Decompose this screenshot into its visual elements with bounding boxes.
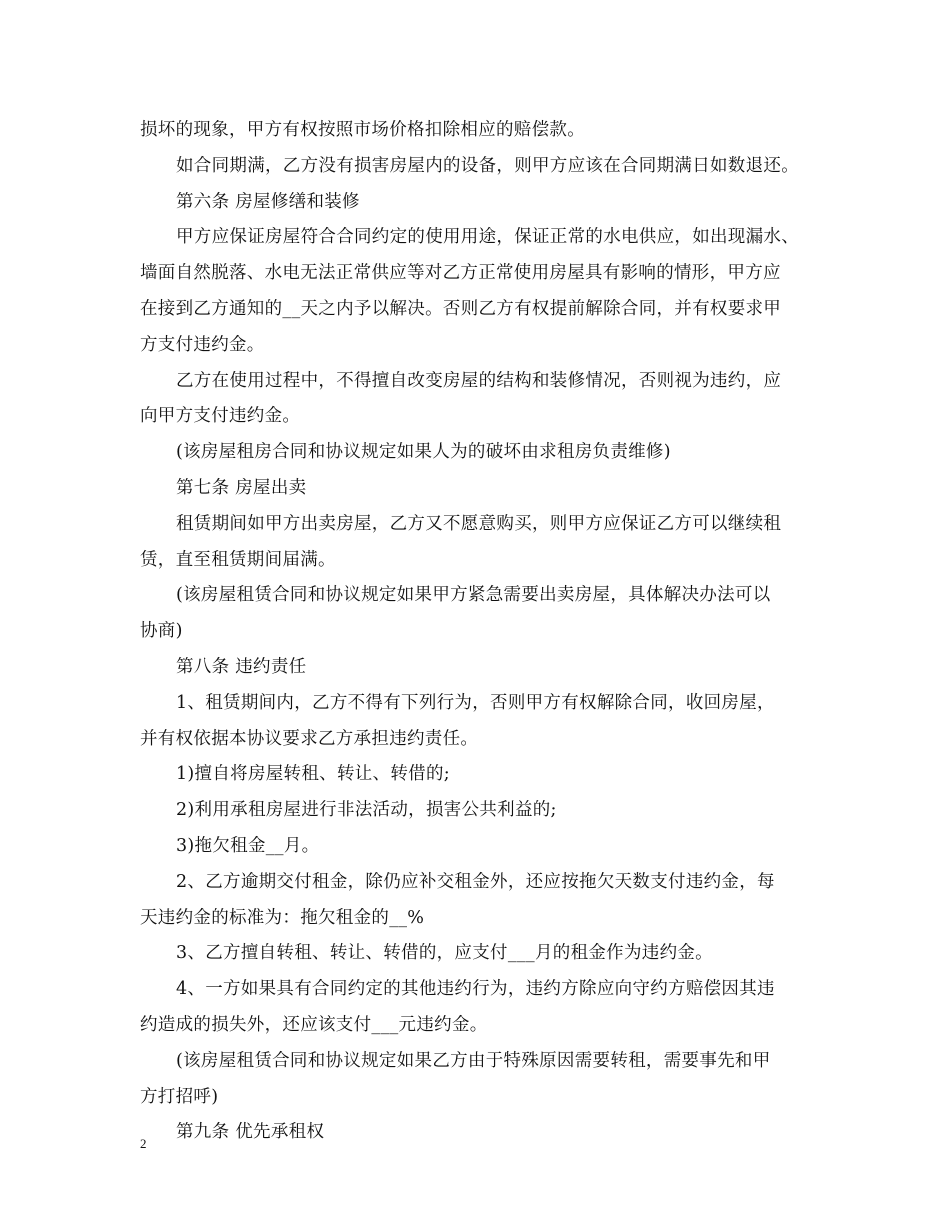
section-heading: 第六条 房屋修缮和装修	[176, 191, 360, 212]
list-item: 1)擅自将房屋转租、转让、转借的;	[176, 764, 450, 785]
text-line: 租赁期间如甲方出卖房屋，乙方又不愿意购买，则甲方应保证乙方可以继续租	[176, 513, 782, 534]
text-line: 向甲方支付违约金。	[140, 406, 301, 427]
text-line: 墙面自然脱落、水电无法正常供应等对乙方正常使用房屋具有影响的情形，甲方应	[140, 263, 781, 284]
section-heading: 第七条 房屋出卖	[176, 477, 307, 498]
text-line: 方支付违约金。	[140, 334, 265, 355]
note-line: (该房屋租房合同和协议规定如果人为的破坏由求租房负责维修)	[176, 442, 671, 463]
text-line: 在接到乙方通知的__天之内予以解决。否则乙方有权提前解除合同，并有权要求甲	[140, 298, 782, 319]
text-line: 3、乙方擅自转租、转让、转借的，应支付___月的租金作为违约金。	[176, 943, 713, 964]
text-line: 赁，直至租赁期间届满。	[140, 549, 336, 570]
document-body	[140, 113, 840, 1151]
list-item: 2)利用承租房屋进行非法活动，损害公共利益的;	[176, 800, 557, 821]
text-line: 甲方应保证房屋符合合同约定的使用用途，保证正常的水电供应，如出现漏水、	[176, 227, 799, 248]
text-line: 损坏的现象，甲方有权按照市场价格扣除相应的赔偿款。	[140, 120, 585, 140]
text-line: 2、乙方逾期交付租金，除仍应补交租金外，还应按拖欠天数支付违约金，每	[176, 871, 775, 892]
section-heading: 第八条 违约责任	[176, 656, 307, 677]
note-line: 方打招呼)	[140, 1086, 219, 1107]
text-line: 并有权依据本协议要求乙方承担违约责任。	[140, 728, 479, 749]
text-line: 乙方在使用过程中，不得擅自改变房屋的结构和装修情况，否则视为违约，应	[176, 370, 782, 391]
note-line: (该房屋租赁合同和协议规定如果甲方紧急需要出卖房屋，具体解决办法可以	[176, 585, 771, 606]
text-line: 1、租赁期间内，乙方不得有下列行为，否则甲方有权解除合同，收回房屋，	[176, 692, 775, 713]
text-line: 约造成的损失外，还应该支付___元违约金。	[140, 1014, 488, 1035]
text-line: 4、一方如果具有合同约定的其他违约行为，违约方除应向守约方赔偿因其违	[176, 979, 775, 1000]
text-line: 如合同期满，乙方没有损害房屋内的设备，则甲方应该在合同期满日如数退还。	[176, 155, 799, 176]
note-line: (该房屋租赁合同和协议规定如果乙方由于特殊原因需要转租，需要事先和甲	[176, 1050, 771, 1071]
list-item: 3)拖欠租金__月。	[176, 835, 320, 856]
page-number: 2	[140, 1136, 147, 1151]
text-line: 天违约金的标准为：拖欠租金的__%	[140, 907, 425, 928]
note-line: 协商)	[140, 621, 183, 642]
section-heading: 第九条 优先承租权	[176, 1122, 325, 1143]
